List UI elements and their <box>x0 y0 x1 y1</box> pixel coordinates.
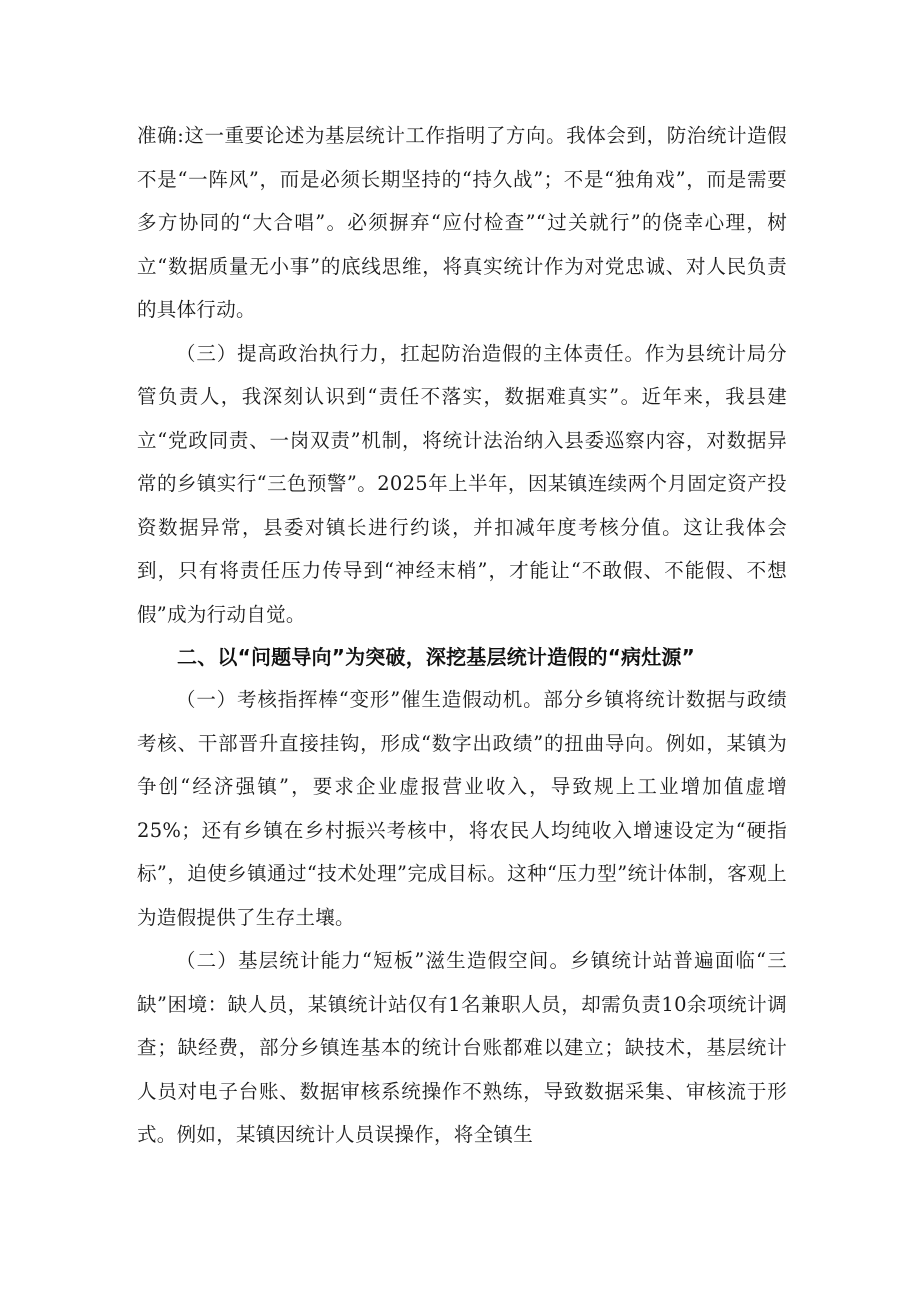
section-heading: 二、以“问题导向”为突破，深挖基层统计造假的“病灶源” <box>177 645 695 669</box>
paragraph-section-3: （三）提高政治执行力，扛起防治造假的主体责任。作为县统计局分管负责人，我深刻认识到“责任不落实，数据难真实”。近年来，我县建立“党政同责、一岗双责”机制，将统计法治纳入县委巡察内容，对数据异常的乡镇实行“三色预警”。2025年上半年，因某镇连续两个月固定资产投资数据异常，县委对镇长进行约谈，并扣减年度考核分值。这让我体会到，只有将责任压力传导到“神经末梢”，才能让“不敢假、不能假、不想假”成为行动自觉。 <box>137 341 787 626</box>
document-body <box>137 114 787 1157</box>
paragraph-subsection-1: （一）考核指挥棒“变形”催生造假动机。部分乡镇将统计数据与政绩考核、干部晋升直接挂钩，形成“数字出政绩”的扭曲导向。例如，某镇为争创“经济强镇”，要求企业虚报营业收入，导致规上工业增加值虚增25%；还有乡镇在乡村振兴考核中，将农民人均纯收入增速设定为“硬指标”，迫使乡镇通过“技术处理”完成目标。这种“压力型”统计体制，客观上为造假提供了生存土壤。 <box>137 688 787 929</box>
paragraph-subsection-2: （二）基层统计能力“短板”滋生造假空间。乡镇统计站普遍面临“三缺”困境：缺人员，某镇统计站仅有1名兼职人员，却需负责10余项统计调查；缺经费，部分乡镇连基本的统计台账都难以建立；缺技术，基层统计人员对电子台账、数据审核系统操作不熟练，导致数据采集、审核流于形式。例如，某镇因统计人员误操作，将全镇生 <box>137 949 787 1146</box>
paragraph-continued: 准确:这一重要论述为基层统计工作指明了方向。我体会到，防治统计造假不是“一阵风”，而是必须长期坚持的“持久战”；不是“独角戏”，而是需要多方协同的“大合唱”。必须摒弃“应付检查”“过关就行”的侥幸心理，树立“数据质量无小事”的底线思维，将真实统计作为对党忠诚、对人民负责的具体行动。 <box>137 124 787 321</box>
